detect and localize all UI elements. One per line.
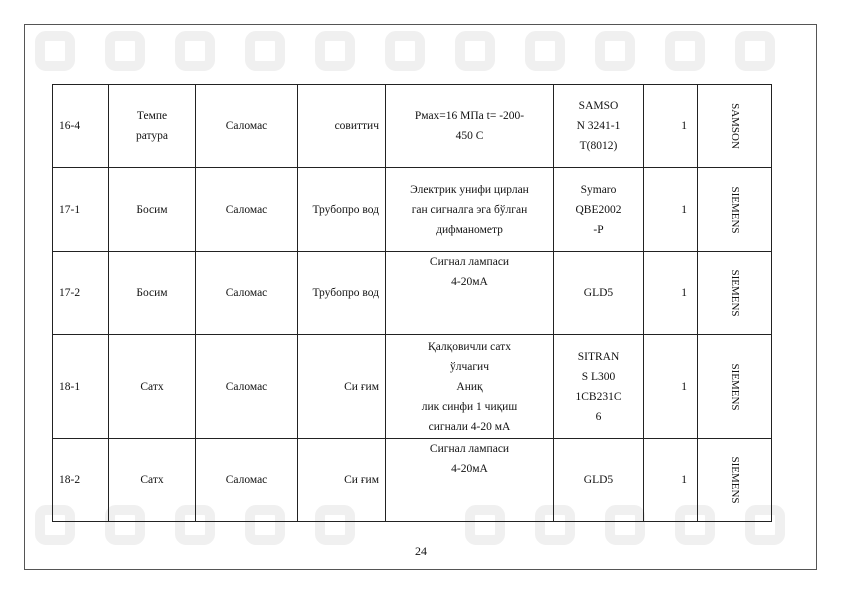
manufacturer-label: SIEMENS	[728, 456, 741, 504]
description-cell: Pмах=16 МПа t= -200- 450 С	[386, 85, 554, 168]
manufacturer-cell	[698, 85, 772, 168]
model-cell: GLD5	[554, 252, 644, 335]
parameter-cell: Темпе ратура	[109, 85, 196, 168]
model-cell: Symaro QBE2002 -P	[554, 168, 644, 252]
row-id: 18-2	[53, 439, 109, 522]
manufacturer-cell	[698, 252, 772, 335]
place-cell: Трубопро вод	[298, 168, 386, 252]
row-id: 18-1	[53, 335, 109, 439]
environment-cell: Саломас	[196, 439, 298, 522]
quantity-cell: 1	[644, 439, 698, 522]
parameter-cell: Босим	[109, 168, 196, 252]
manufacturer-label: SIEMENS	[728, 362, 741, 411]
row-id: 16-4	[53, 85, 109, 168]
model-cell: SITRAN S L300 1CB231C 6	[554, 335, 644, 439]
environment-cell: Саломас	[196, 335, 298, 439]
quantity-cell: 1	[644, 252, 698, 335]
description-cell: Электрик унифи цирлан ган сигналга эга бўлган дифманометр	[386, 168, 554, 252]
manufacturer-label: SAMSON	[728, 103, 741, 149]
quantity-cell: 1	[644, 168, 698, 252]
table-row	[53, 439, 772, 522]
table-row	[53, 252, 772, 335]
description-cell: Сигнал лампаси 4-20мА	[386, 439, 554, 522]
description-cell: Қалқовичли сатх ўлчагич Аниқ лик синфи 1 чиқиш сигнали 4-20 мА	[386, 335, 554, 439]
place-cell: Си ғим	[298, 439, 386, 522]
description-cell: Сигнал лампаси 4-20мА	[386, 252, 554, 335]
manufacturer-cell	[698, 335, 772, 439]
manufacturer-label: SIEMENS	[728, 269, 741, 317]
equipment-table	[52, 84, 772, 522]
environment-cell: Саломас	[196, 168, 298, 252]
model-cell: SAMSO N 3241-1 T(8012)	[554, 85, 644, 168]
row-id: 17-1	[53, 168, 109, 252]
table-row	[53, 335, 772, 439]
environment-cell: Саломас	[196, 85, 298, 168]
place-cell: совиттич	[298, 85, 386, 168]
page-number: 24	[415, 544, 427, 558]
table-row	[53, 85, 772, 168]
place-cell: Си ғим	[298, 335, 386, 439]
manufacturer-cell	[698, 168, 772, 252]
model-cell: GLD5	[554, 439, 644, 522]
parameter-cell: Сатх	[109, 335, 196, 439]
parameter-cell: Сатх	[109, 439, 196, 522]
environment-cell: Саломас	[196, 252, 298, 335]
place-cell: Трубопро вод	[298, 252, 386, 335]
table-row	[53, 168, 772, 252]
row-id: 17-2	[53, 252, 109, 335]
quantity-cell: 1	[644, 335, 698, 439]
manufacturer-label: SIEMENS	[728, 185, 741, 234]
manufacturer-cell	[698, 439, 772, 522]
parameter-cell: Босим	[109, 252, 196, 335]
quantity-cell: 1	[644, 85, 698, 168]
